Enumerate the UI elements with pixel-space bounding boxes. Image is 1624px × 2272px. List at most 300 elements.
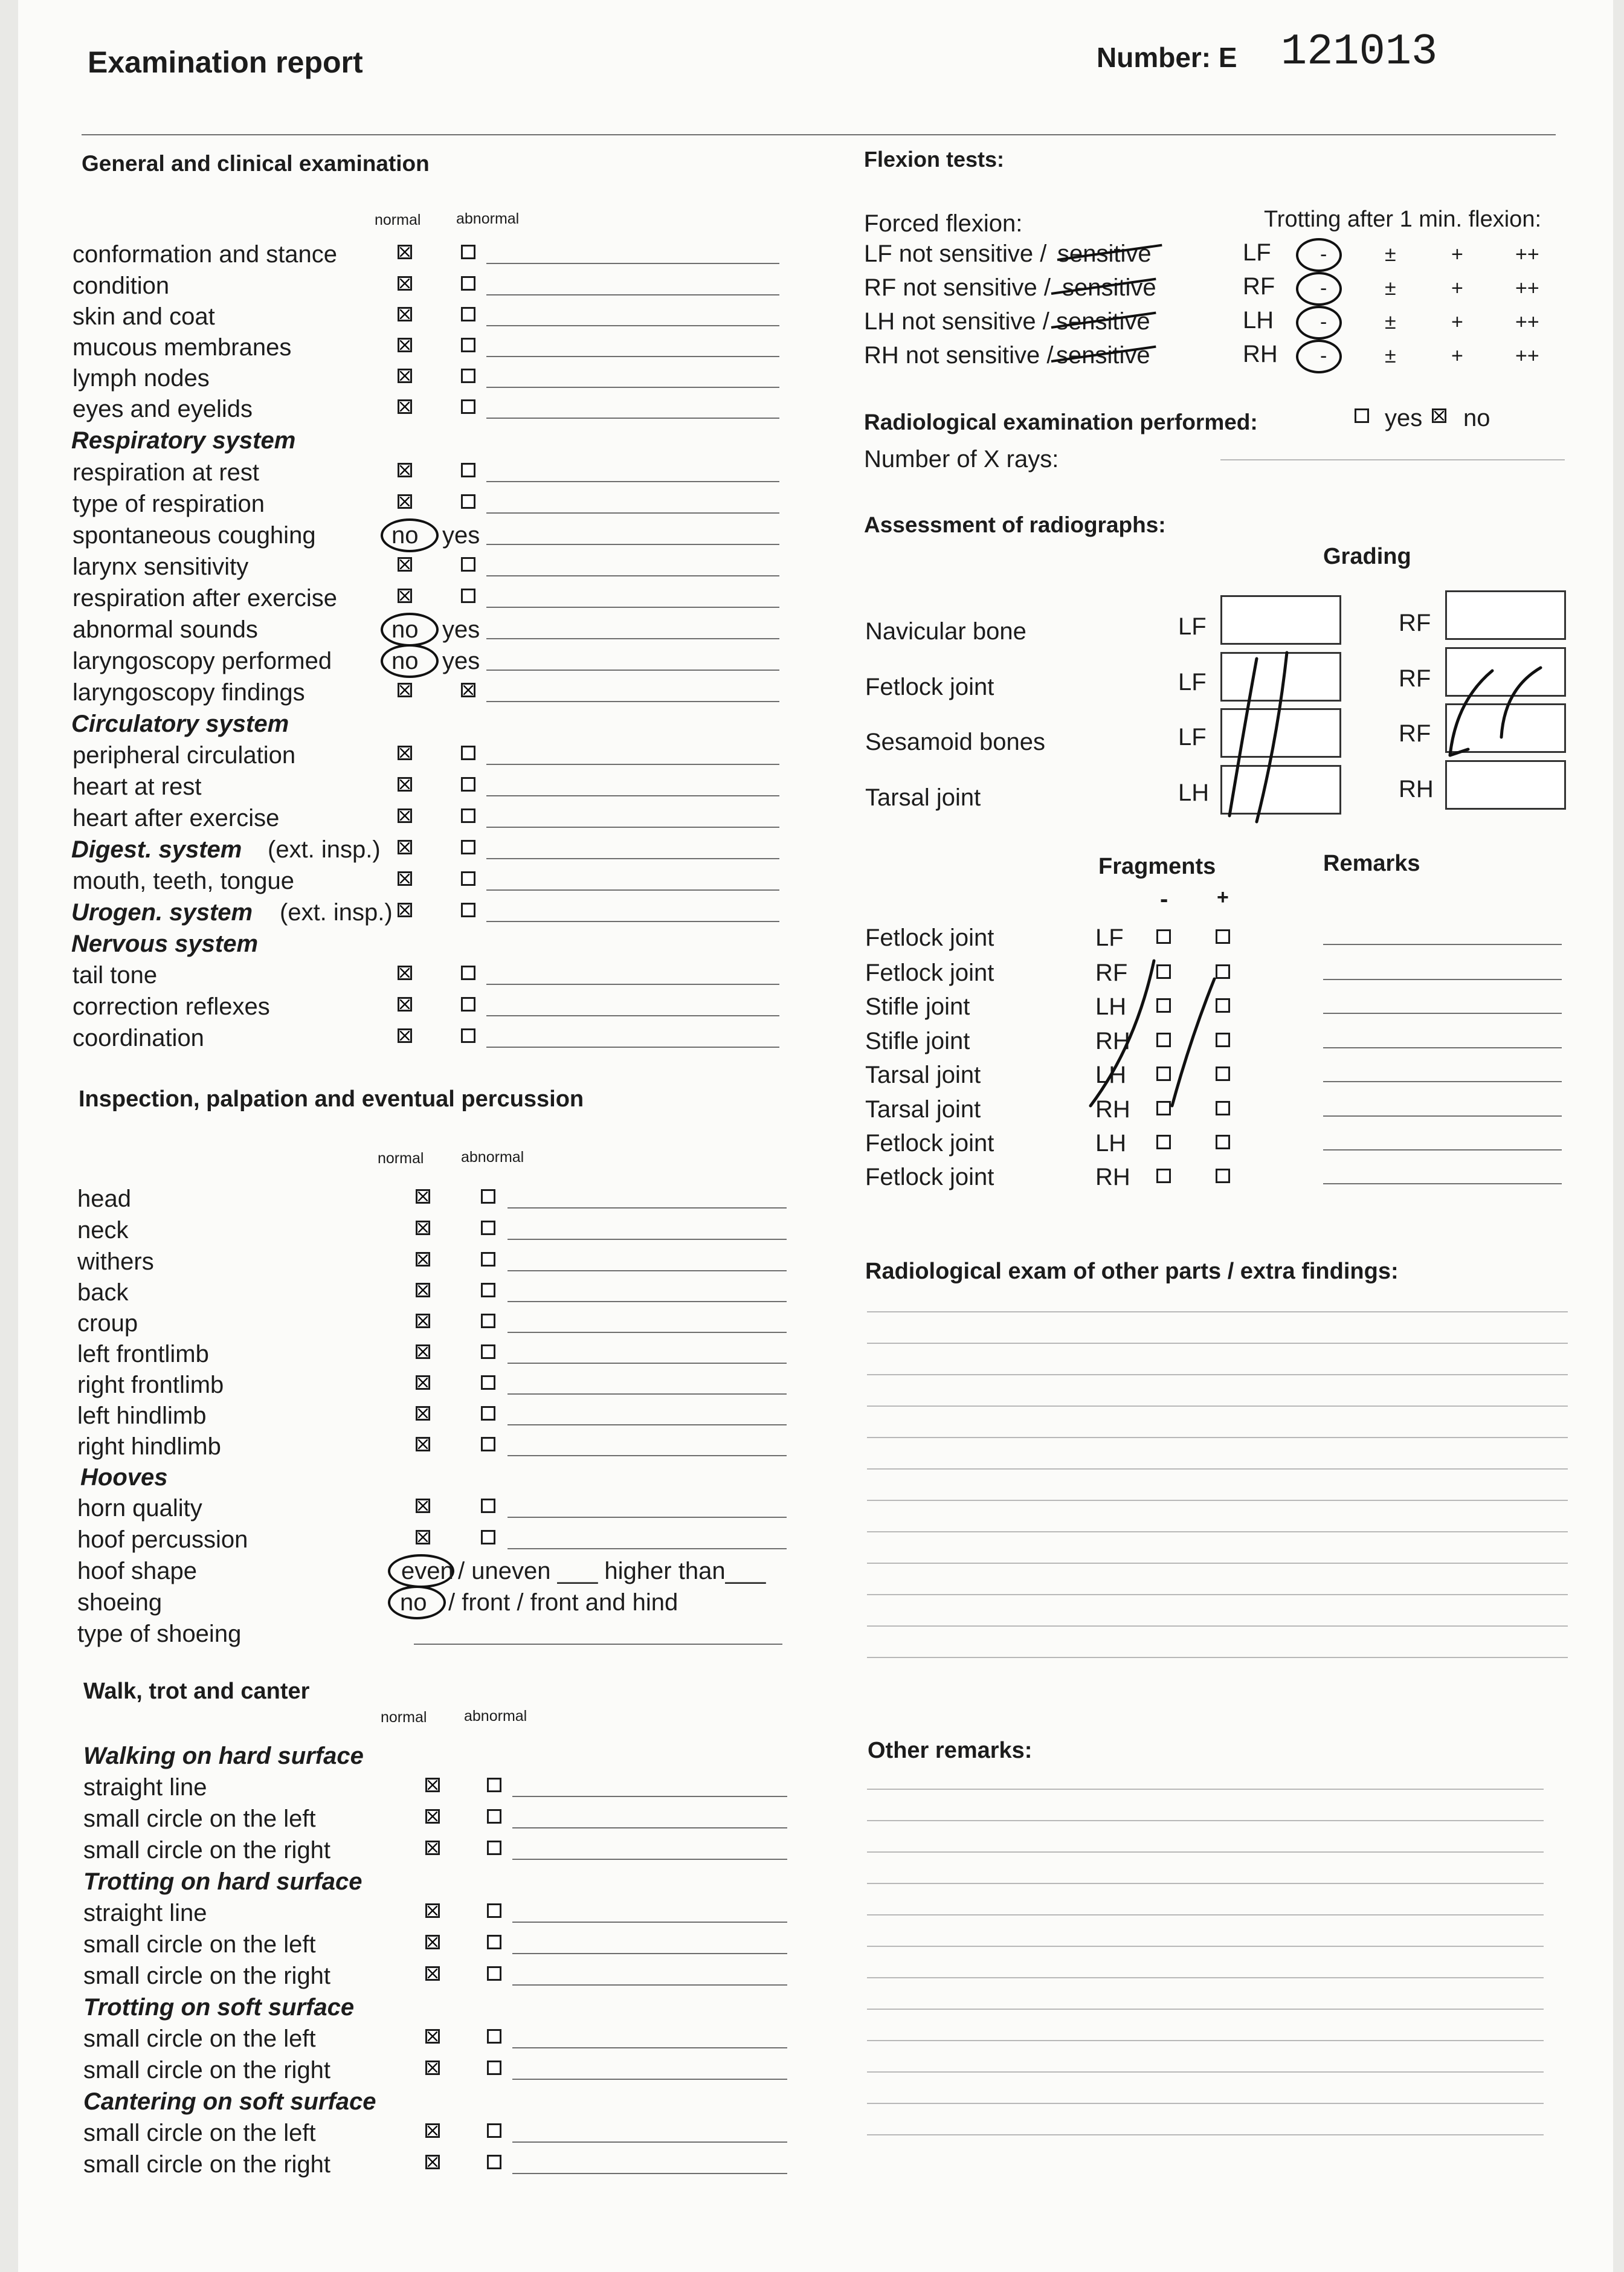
other-remarks-line-4[interactable] xyxy=(867,1914,1544,1915)
radiological-yes-checkbox[interactable] xyxy=(1355,408,1369,423)
fragment-remark-line-1[interactable] xyxy=(1323,979,1562,980)
inspection-line-0[interactable] xyxy=(507,1207,787,1209)
inspection-normal-checkbox-2[interactable] xyxy=(416,1252,430,1267)
general-normal-checkbox-16[interactable] xyxy=(398,746,412,760)
fragment-leg-5: RH xyxy=(1095,1096,1130,1123)
flexion-heading: Flexion tests: xyxy=(864,147,1005,172)
inspection-normal-checkbox-0[interactable] xyxy=(416,1189,430,1204)
fragment-minus-checkbox-6[interactable] xyxy=(1156,1135,1171,1149)
inspection-normal-checkbox-4[interactable] xyxy=(416,1314,430,1328)
inspection-label-1: neck xyxy=(77,1217,129,1244)
gait-label-2: small circle on the left xyxy=(83,1806,316,1832)
inspection-label-10: horn quality xyxy=(77,1495,202,1522)
flexion-grade-RH-0: - xyxy=(1320,344,1327,367)
general-line-2[interactable] xyxy=(486,325,779,326)
other-remarks-line-8[interactable] xyxy=(867,2040,1544,2041)
gait-abnormal-checkbox-5[interactable] xyxy=(487,1903,501,1918)
fragment-remark-line-2[interactable] xyxy=(1323,1013,1562,1014)
radiograph-label-3: Tarsal joint xyxy=(865,784,981,811)
inspection-abnormal-checkbox-0[interactable] xyxy=(481,1189,495,1204)
flexion-grade-LF-0: - xyxy=(1320,243,1327,266)
gait-line-12[interactable] xyxy=(512,2141,787,2143)
trotting-after-label: Trotting after 1 min. flexion: xyxy=(1264,207,1542,232)
general-abnormal-checkbox-17[interactable] xyxy=(461,777,475,792)
grading-heading: Grading xyxy=(1323,544,1411,569)
grading-left-handwritten-marks xyxy=(1220,653,1317,822)
inspection-abnormal-checkbox-4[interactable] xyxy=(481,1314,495,1328)
general-normal-checkbox-7[interactable] xyxy=(398,463,412,477)
general-abnormal-checkbox-0[interactable] xyxy=(461,245,475,259)
inspection-normal-checkbox-11[interactable] xyxy=(416,1530,430,1544)
general-normal-checkbox-1[interactable] xyxy=(398,276,412,291)
general-line-3[interactable] xyxy=(486,356,779,357)
fragment-label-0: Fetlock joint xyxy=(865,925,994,951)
gait-abnormal-checkbox-6[interactable] xyxy=(487,1935,501,1949)
gait-line-7[interactable] xyxy=(512,1984,787,1986)
hoof-shape-even: even xyxy=(401,1558,454,1584)
inspection-abnormal-checkbox-2[interactable] xyxy=(481,1252,495,1267)
general-section-note-19: (ext. insp.) xyxy=(268,836,381,863)
general-normal-checkbox-21[interactable] xyxy=(398,871,412,886)
flexion-grade-LF-2: + xyxy=(1451,243,1463,266)
fragment-plus-checkbox-7[interactable] xyxy=(1216,1169,1230,1183)
fragment-label-7: Fetlock joint xyxy=(865,1164,994,1190)
general-normal-checkbox-11[interactable] xyxy=(398,589,412,603)
inspection-heading: Inspection, palpation and eventual percussion xyxy=(79,1086,584,1112)
other-remarks-line-5[interactable] xyxy=(867,1946,1544,1947)
other-remarks-line-10[interactable] xyxy=(867,2103,1544,2104)
gait-abnormal-checkbox-10[interactable] xyxy=(487,2061,501,2075)
gait-line-13[interactable] xyxy=(512,2173,787,2174)
radiograph-right-leg-3: RH xyxy=(1399,776,1434,802)
inspection-label-6: right frontlimb xyxy=(77,1372,224,1398)
general-line-18[interactable] xyxy=(486,827,779,828)
general-no-circle-9 xyxy=(381,518,439,552)
other-parts-line-2[interactable] xyxy=(867,1374,1568,1375)
fragment-plus-checkbox-0[interactable] xyxy=(1216,929,1230,944)
general-abnormal-checkbox-19[interactable] xyxy=(461,840,475,854)
inspection-normal-checkbox-3[interactable] xyxy=(416,1283,430,1297)
general-line-9[interactable] xyxy=(486,544,779,545)
fragment-label-5: Tarsal joint xyxy=(865,1096,981,1123)
general-line-10[interactable] xyxy=(486,575,779,576)
general-line-5[interactable] xyxy=(486,418,779,419)
other-remarks-line-9[interactable] xyxy=(867,2071,1544,2073)
fragment-leg-2: LH xyxy=(1095,993,1127,1020)
gait-col-normal: normal xyxy=(381,1709,427,1726)
general-label-5: eyes and eyelids xyxy=(72,396,253,422)
general-line-12[interactable] xyxy=(486,638,779,639)
gait-col-abnormal: abnormal xyxy=(464,1708,527,1725)
general-abnormal-checkbox-8[interactable] xyxy=(461,494,475,509)
general-line-27[interactable] xyxy=(486,1047,779,1048)
flexion-grade-LH-2: + xyxy=(1451,311,1463,334)
general-line-26[interactable] xyxy=(486,1015,779,1016)
general-abnormal-checkbox-4[interactable] xyxy=(461,369,475,383)
general-normal-checkbox-17[interactable] xyxy=(398,777,412,792)
forced-flexion-label: Forced flexion: xyxy=(864,210,1023,237)
gait-label-7: small circle on the right xyxy=(83,1963,331,1989)
inspection-normal-checkbox-5[interactable] xyxy=(416,1344,430,1359)
general-section-19: Digest. system xyxy=(71,836,242,863)
other-remarks-line-6[interactable] xyxy=(867,1977,1544,1978)
other-parts-line-4[interactable] xyxy=(867,1437,1568,1438)
inspection-abnormal-checkbox-5[interactable] xyxy=(481,1344,495,1359)
radiograph-left-leg-0: LF xyxy=(1178,613,1207,640)
general-yes-9: yes xyxy=(442,522,480,549)
fragment-remark-line-0[interactable] xyxy=(1323,944,1562,945)
general-abnormal-checkbox-22[interactable] xyxy=(461,903,475,917)
general-normal-checkbox-8[interactable] xyxy=(398,494,412,509)
fragment-minus-checkbox-7[interactable] xyxy=(1156,1169,1171,1183)
inspection-line-11[interactable] xyxy=(507,1548,787,1549)
fragments-heading: Fragments xyxy=(1098,854,1216,879)
radiograph-right-leg-1: RF xyxy=(1399,665,1431,692)
general-line-22[interactable] xyxy=(486,921,779,922)
general-label-16: peripheral circulation xyxy=(72,742,296,769)
fragment-leg-1: RF xyxy=(1095,960,1128,986)
number-label: Number: E xyxy=(1097,42,1237,73)
grading-box-right-0[interactable] xyxy=(1445,590,1566,640)
other-parts-line-6[interactable] xyxy=(867,1500,1568,1501)
general-normal-checkbox-27[interactable] xyxy=(398,1028,412,1043)
general-line-16[interactable] xyxy=(486,764,779,765)
general-abnormal-checkbox-7[interactable] xyxy=(461,463,475,477)
inspection-label-8: right hindlimb xyxy=(77,1433,221,1460)
report-number: 121013 xyxy=(1281,27,1438,77)
flexion-leg-RH: RH xyxy=(1243,341,1278,367)
general-normal-checkbox-0[interactable] xyxy=(398,245,412,259)
general-label-2: skin and coat xyxy=(72,303,215,330)
gait-section-4: Trotting on hard surface xyxy=(83,1868,362,1895)
general-abnormal-checkbox-11[interactable] xyxy=(461,589,475,603)
other-parts-line-3[interactable] xyxy=(867,1405,1568,1407)
gait-normal-checkbox-6[interactable] xyxy=(425,1935,440,1949)
gait-normal-checkbox-5[interactable] xyxy=(425,1903,440,1918)
inspection-label-3: back xyxy=(77,1279,129,1306)
general-abnormal-checkbox-25[interactable] xyxy=(461,966,475,980)
gait-heading: Walk, trot and canter xyxy=(83,1679,310,1704)
other-parts-line-5[interactable] xyxy=(867,1468,1568,1470)
general-normal-checkbox-5[interactable] xyxy=(398,399,412,414)
general-line-21[interactable] xyxy=(486,889,779,891)
gait-normal-checkbox-9[interactable] xyxy=(425,2029,440,2044)
hoof-shape-options: / uneven ___ higher than___ xyxy=(458,1558,766,1584)
general-section-15: Circulatory system xyxy=(71,711,289,737)
radiological-yes: yes xyxy=(1385,405,1423,431)
general-heading: General and clinical examination xyxy=(82,151,430,176)
gait-label-1: straight line xyxy=(83,1774,207,1801)
general-label-18: heart after exercise xyxy=(72,805,280,831)
grading-box-left-0[interactable] xyxy=(1220,595,1341,645)
other-remarks-line-0[interactable] xyxy=(867,1789,1544,1790)
inspection-abnormal-checkbox-8[interactable] xyxy=(481,1437,495,1451)
shoeing-options: / front / front and hind xyxy=(448,1589,678,1616)
fragment-remark-line-5[interactable] xyxy=(1323,1115,1562,1117)
fragment-remark-line-4[interactable] xyxy=(1323,1081,1562,1082)
radiological-performed-label: Radiological examination performed: xyxy=(864,410,1258,434)
general-abnormal-checkbox-5[interactable] xyxy=(461,399,475,414)
general-no-9: no xyxy=(392,522,419,549)
inspection-label-2: withers xyxy=(77,1248,154,1275)
general-label-27: coordination xyxy=(72,1025,204,1051)
other-parts-line-11[interactable] xyxy=(867,1657,1568,1658)
gait-label-3: small circle on the right xyxy=(83,1837,331,1864)
flexion-grade-circle-RH[interactable] xyxy=(1296,340,1342,373)
inspection-label-7: left hindlimb xyxy=(77,1402,207,1429)
flexion-leg-LF: LF xyxy=(1243,239,1271,266)
radiograph-label-1: Fetlock joint xyxy=(865,674,994,700)
gait-abnormal-checkbox-12[interactable] xyxy=(487,2123,501,2138)
other-parts-heading: Radiological exam of other parts / extra findings: xyxy=(865,1259,1399,1284)
inspection-normal-checkbox-6[interactable] xyxy=(416,1375,430,1390)
gait-normal-checkbox-12[interactable] xyxy=(425,2123,440,2138)
general-label-3: mucous membranes xyxy=(72,334,292,361)
general-line-19[interactable] xyxy=(486,858,779,859)
flexion-grade-LH-1: ± xyxy=(1385,311,1396,334)
fragment-label-1: Fetlock joint xyxy=(865,960,994,986)
fragment-label-4: Tarsal joint xyxy=(865,1062,981,1088)
gait-line-1[interactable] xyxy=(512,1796,787,1797)
fragment-leg-0: LF xyxy=(1095,925,1124,951)
general-section-22: Urogen. system xyxy=(71,899,253,926)
general-abnormal-checkbox-2[interactable] xyxy=(461,307,475,321)
inspection-abnormal-checkbox-11[interactable] xyxy=(481,1530,495,1544)
gait-label-9: small circle on the left xyxy=(83,2025,316,2052)
general-abnormal-checkbox-26[interactable] xyxy=(461,997,475,1012)
inspection-label-14: type of shoeing xyxy=(77,1621,242,1647)
gait-normal-checkbox-10[interactable] xyxy=(425,2061,440,2075)
flexion-grade-circle-LH[interactable] xyxy=(1296,306,1342,340)
fragments-handwritten-marks xyxy=(1088,955,1232,1124)
gait-line-6[interactable] xyxy=(512,1953,787,1954)
general-section-note-22: (ext. insp.) xyxy=(280,899,393,926)
general-abnormal-checkbox-10[interactable] xyxy=(461,557,475,572)
fragment-remark-line-7[interactable] xyxy=(1323,1183,1562,1184)
inspection-normal-checkbox-10[interactable] xyxy=(416,1499,430,1513)
inspection-abnormal-checkbox-10[interactable] xyxy=(481,1499,495,1513)
general-normal-checkbox-14[interactable] xyxy=(398,683,412,697)
flexion-leg-LH: LH xyxy=(1243,307,1274,334)
fragment-plus-checkbox-6[interactable] xyxy=(1216,1135,1230,1149)
flexion-grade-LH-3: ++ xyxy=(1515,311,1539,334)
general-line-8[interactable] xyxy=(486,512,779,514)
gait-abnormal-checkbox-2[interactable] xyxy=(487,1809,501,1824)
flexion-sensitive-LF: sensitive xyxy=(1057,240,1152,267)
xrays-label: Number of X rays: xyxy=(864,446,1059,473)
general-yes-12: yes xyxy=(442,616,480,643)
inspection-line-6[interactable] xyxy=(507,1393,787,1395)
radiograph-left-leg-3: LH xyxy=(1178,779,1210,806)
inspection-abnormal-checkbox-3[interactable] xyxy=(481,1283,495,1297)
inspection-normal-checkbox-1[interactable] xyxy=(416,1221,430,1235)
fragment-label-3: Stifle joint xyxy=(865,1028,970,1054)
general-label-0: conformation and stance xyxy=(72,241,338,268)
flexion-sensitive-RH: sensitive xyxy=(1056,342,1150,369)
gait-normal-checkbox-1[interactable] xyxy=(425,1778,440,1792)
fragment-label-2: Stifle joint xyxy=(865,993,970,1020)
general-line-13[interactable] xyxy=(486,670,779,671)
flexion-grade-RF-1: ± xyxy=(1385,277,1396,300)
general-normal-checkbox-18[interactable] xyxy=(398,808,412,823)
flexion-grade-LH-0: - xyxy=(1320,311,1327,334)
fragment-leg-4: LH xyxy=(1095,1062,1127,1088)
inspection-label-0: head xyxy=(77,1186,131,1212)
inspection-line-2[interactable] xyxy=(507,1270,787,1271)
inspection-line-3[interactable] xyxy=(507,1301,787,1302)
general-label-26: correction reflexes xyxy=(72,993,270,1020)
general-abnormal-checkbox-21[interactable] xyxy=(461,871,475,886)
gait-line-2[interactable] xyxy=(512,1827,787,1828)
fragment-leg-6: LH xyxy=(1095,1130,1127,1157)
fragment-label-6: Fetlock joint xyxy=(865,1130,994,1157)
other-parts-line-7[interactable] xyxy=(867,1531,1568,1532)
general-label-1: condition xyxy=(72,273,170,299)
inspection-line-10[interactable] xyxy=(507,1517,787,1518)
general-abnormal-checkbox-1[interactable] xyxy=(461,276,475,291)
gait-line-3[interactable] xyxy=(512,1859,787,1860)
other-parts-line-0[interactable] xyxy=(867,1311,1568,1312)
general-line-25[interactable] xyxy=(486,984,779,985)
radiograph-right-leg-0: RF xyxy=(1399,610,1431,636)
other-remarks-line-7[interactable] xyxy=(867,2009,1544,2010)
radiological-no-checkbox[interactable] xyxy=(1432,408,1446,423)
shoeing-no: no xyxy=(400,1589,427,1616)
general-no-13: no xyxy=(392,648,419,674)
general-normal-checkbox-3[interactable] xyxy=(398,338,412,352)
flexion-text-LF: LF not sensitive / xyxy=(864,240,1047,267)
general-normal-checkbox-2[interactable] xyxy=(398,307,412,321)
general-abnormal-checkbox-18[interactable] xyxy=(461,808,475,823)
gait-abnormal-checkbox-1[interactable] xyxy=(487,1778,501,1792)
gait-abnormal-checkbox-9[interactable] xyxy=(487,2029,501,2044)
radiograph-right-leg-2: RF xyxy=(1399,720,1431,747)
gait-normal-checkbox-7[interactable] xyxy=(425,1966,440,1981)
general-normal-checkbox-10[interactable] xyxy=(398,557,412,572)
gait-abnormal-checkbox-3[interactable] xyxy=(487,1841,501,1855)
gait-line-5[interactable] xyxy=(512,1922,787,1923)
general-no-circle-12 xyxy=(381,613,439,647)
inspection-label-13: shoeing xyxy=(77,1589,163,1616)
general-no-circle-13 xyxy=(381,644,439,678)
general-yes-13: yes xyxy=(442,648,480,674)
gait-normal-checkbox-13[interactable] xyxy=(425,2155,440,2169)
radiograph-left-leg-1: LF xyxy=(1178,669,1207,695)
inspection-label-12: hoof shape xyxy=(77,1558,197,1584)
fragment-remark-line-6[interactable] xyxy=(1323,1149,1562,1151)
gait-normal-checkbox-2[interactable] xyxy=(425,1809,440,1824)
general-normal-checkbox-19[interactable] xyxy=(398,840,412,854)
gait-section-11: Cantering on soft surface xyxy=(83,2088,376,2115)
xrays-line[interactable] xyxy=(1220,459,1565,460)
flexion-grade-circle-LF[interactable] xyxy=(1296,238,1342,272)
fragments-plus: + xyxy=(1217,886,1229,909)
fragments-minus: - xyxy=(1160,886,1168,912)
inspection-line-1[interactable] xyxy=(507,1239,787,1240)
flexion-text-RF: RF not sensitive / xyxy=(864,274,1051,301)
general-line-0[interactable] xyxy=(486,263,779,264)
general-label-10: larynx sensitivity xyxy=(72,553,249,580)
inspection-abnormal-checkbox-7[interactable] xyxy=(481,1406,495,1421)
fragment-leg-7: RH xyxy=(1095,1164,1130,1190)
other-parts-line-10[interactable] xyxy=(867,1625,1568,1627)
general-abnormal-checkbox-14[interactable] xyxy=(461,683,475,697)
general-col-normal: normal xyxy=(375,211,421,228)
gait-abnormal-checkbox-13[interactable] xyxy=(487,2155,501,2169)
flexion-grade-RH-1: ± xyxy=(1385,344,1396,367)
fragment-remark-line-3[interactable] xyxy=(1323,1047,1562,1048)
general-abnormal-checkbox-27[interactable] xyxy=(461,1028,475,1043)
general-abnormal-checkbox-16[interactable] xyxy=(461,746,475,760)
flexion-sensitive-RF: sensitive xyxy=(1062,274,1156,301)
gait-line-9[interactable] xyxy=(512,2047,787,2048)
gait-normal-checkbox-3[interactable] xyxy=(425,1841,440,1855)
general-normal-checkbox-4[interactable] xyxy=(398,369,412,383)
general-label-25: tail tone xyxy=(72,962,158,989)
remarks-heading: Remarks xyxy=(1323,851,1420,876)
fragment-leg-3: RH xyxy=(1095,1028,1130,1054)
header-rule[interactable] xyxy=(82,134,1556,135)
gait-section-8: Trotting on soft surface xyxy=(83,1994,355,2021)
inspection-abnormal-checkbox-1[interactable] xyxy=(481,1221,495,1235)
general-normal-checkbox-22[interactable] xyxy=(398,903,412,917)
general-line-1[interactable] xyxy=(486,294,779,295)
general-label-21: mouth, teeth, tongue xyxy=(72,868,294,894)
general-line-4[interactable] xyxy=(486,387,779,388)
inspection-line-7[interactable] xyxy=(507,1424,787,1425)
other-remarks-heading: Other remarks: xyxy=(868,1738,1033,1763)
type-of-shoeing-line[interactable] xyxy=(414,1644,782,1645)
other-parts-line-1[interactable] xyxy=(867,1343,1568,1344)
gait-abnormal-checkbox-7[interactable] xyxy=(487,1966,501,1981)
inspection-line-5[interactable] xyxy=(507,1363,787,1364)
general-label-7: respiration at rest xyxy=(72,459,260,486)
other-remarks-line-3[interactable] xyxy=(867,1883,1544,1884)
assessment-heading: Assessment of radiographs: xyxy=(864,512,1166,537)
general-label-4: lymph nodes xyxy=(72,365,210,392)
other-remarks-line-1[interactable] xyxy=(867,1820,1544,1821)
gait-line-10[interactable] xyxy=(512,2079,787,2080)
other-remarks-line-11[interactable] xyxy=(867,2134,1544,2135)
other-parts-line-8[interactable] xyxy=(867,1563,1568,1564)
general-line-7[interactable] xyxy=(486,481,779,482)
general-line-17[interactable] xyxy=(486,795,779,796)
general-no-12: no xyxy=(392,616,419,643)
general-line-14[interactable] xyxy=(486,701,779,702)
inspection-label-5: left frontlimb xyxy=(77,1341,209,1367)
general-line-11[interactable] xyxy=(486,607,779,608)
inspection-line-4[interactable] xyxy=(507,1332,787,1333)
general-normal-checkbox-25[interactable] xyxy=(398,966,412,980)
fragment-minus-checkbox-0[interactable] xyxy=(1156,929,1171,944)
other-parts-line-9[interactable] xyxy=(867,1594,1568,1595)
flexion-grade-circle-RF[interactable] xyxy=(1296,272,1342,306)
inspection-line-8[interactable] xyxy=(507,1455,787,1456)
examination-report-sheet xyxy=(18,0,1613,2272)
other-remarks-line-2[interactable] xyxy=(867,1851,1544,1853)
gait-label-13: small circle on the right xyxy=(83,2151,331,2178)
inspection-section-hooves: Hooves xyxy=(80,1464,168,1491)
flexion-grade-RF-3: ++ xyxy=(1515,277,1539,300)
report-title: Examination report xyxy=(88,45,363,79)
general-abnormal-checkbox-3[interactable] xyxy=(461,338,475,352)
flexion-grade-RF-0: - xyxy=(1320,277,1327,300)
general-normal-checkbox-26[interactable] xyxy=(398,997,412,1012)
inspection-normal-checkbox-7[interactable] xyxy=(416,1406,430,1421)
gait-label-12: small circle on the left xyxy=(83,2120,316,2146)
inspection-normal-checkbox-8[interactable] xyxy=(416,1437,430,1451)
inspection-abnormal-checkbox-6[interactable] xyxy=(481,1375,495,1390)
